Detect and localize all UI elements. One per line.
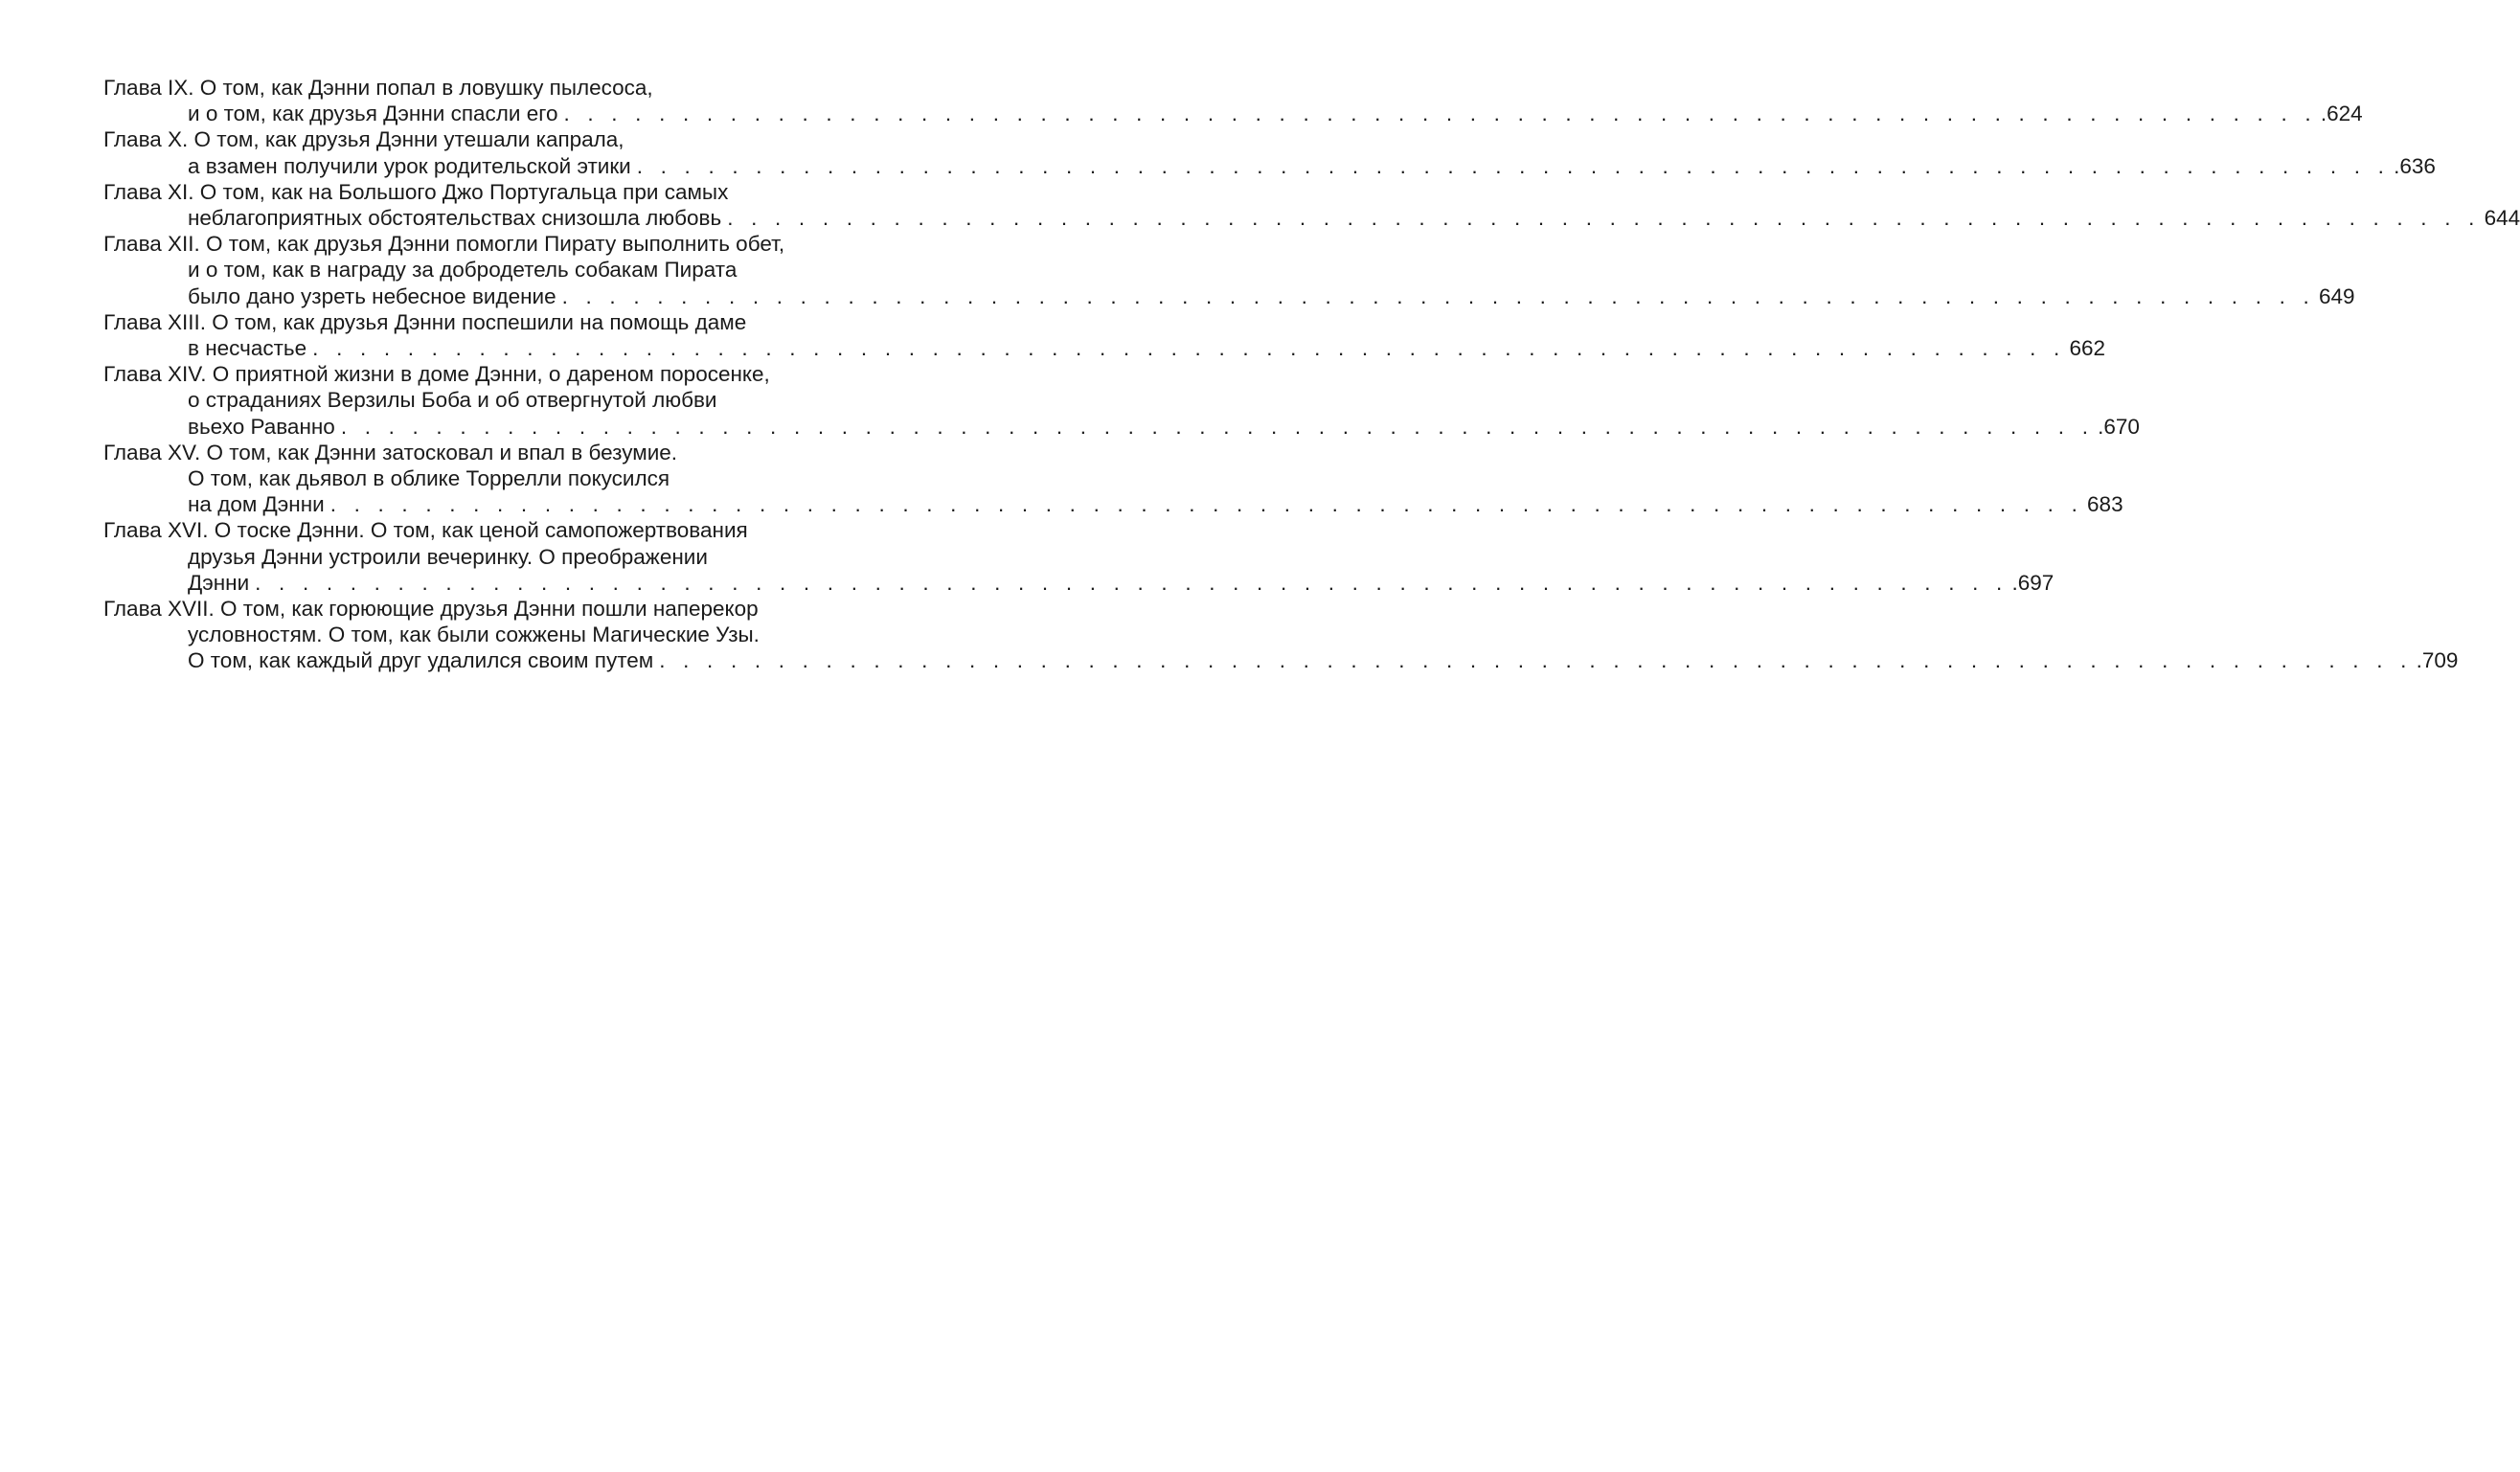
chapter-title: Глава XVII. О том, как горюющие друзья Дэнни пошли наперекор [103, 597, 759, 622]
chapter-title-continuation: а взамен получили урок родительской этики [188, 153, 631, 178]
chapter-title: Глава XVI. О тоске Дэнни. О том, как ценой самопожертвования [103, 518, 748, 543]
toc-entry-last-line [103, 101, 2363, 126]
toc-entry-last-line [103, 153, 2436, 179]
dot-leader: . . . . . . . . . . . . . . . . . . . . . . . . . . . . . . . . . . . . . . . . . . . . . . . . . . . . . . . . . . . . . . . . . . . . . . . . . . [563, 102, 2317, 126]
chapter-title-continuation: Дэнни [188, 570, 250, 595]
chapter-title-continuation: О том, как каждый друг удалился своим путем [188, 648, 654, 673]
toc-entry-last-line [103, 205, 2520, 231]
page-number: .636 [2394, 153, 2436, 178]
toc-entry-last-line [103, 647, 2459, 673]
toc-entry[interactable] [103, 231, 2355, 309]
chapter-title: Глава X. О том, как друзья Дэнни утешали капрала, [103, 127, 624, 152]
page-number: 662 [2069, 336, 2106, 361]
page-number: 683 [2087, 492, 2123, 517]
page-number: 644 [2484, 206, 2520, 231]
toc-entry[interactable] [103, 440, 2123, 518]
dot-leader: . . . . . . . . . . . . . . . . . . . . . . . . . . . . . . . . . . . . . . . . . . . . . . . . . . . . . . . . . . . . . . . . . . . . . . . . . . [561, 283, 2315, 308]
dot-leader: . . . . . . . . . . . . . . . . . . . . . . . . . . . . . . . . . . . . . . . . . . . . . . . . . . . . . . . . . . . . . . . . . . . . . . . . . . [329, 492, 2084, 517]
chapter-title: Глава XV. О том, как Дэнни затосковал и впал в безумие. [103, 440, 678, 464]
chapter-title: Глава IX. О том, как Дэнни попал в ловушку пылесоса, [103, 76, 653, 100]
chapter-title: Глава XIII. О том, как друзья Дэнни поспешили на помощь даме [103, 309, 747, 334]
chapter-title-continuation: условностям. О том, как были сожжены Магические Узы. [188, 623, 760, 647]
page-number: .697 [2011, 570, 2055, 595]
dot-leader: . . . . . . . . . . . . . . . . . . . . . . . . . . . . . . . . . . . . . . . . . . . . . . . . . . . . . . . . . . . . . . . . . . . . . . . . . . [659, 648, 2413, 673]
dot-leader: . . . . . . . . . . . . . . . . . . . . . . . . . . . . . . . . . . . . . . . . . . . . . . . . . . . . . . . . . . . . . . . . . . . . . . . . . . [636, 153, 2391, 178]
chapter-title-continuation: О том, как дьявол в облике Торрелли покусился [188, 466, 670, 491]
chapter-title-continuation: на дом Дэнни [188, 492, 325, 517]
chapter-title-continuation: о страданиях Верзилы Боба и об отвергнутой любви [188, 388, 717, 413]
chapter-title-continuation: неблагоприятных обстоятельствах снизошла любовь [188, 206, 722, 231]
toc-entry-last-line [103, 335, 2106, 361]
toc-entry[interactable] [103, 361, 2140, 440]
page-number: .709 [2416, 648, 2459, 673]
dot-leader: . . . . . . . . . . . . . . . . . . . . . . . . . . . . . . . . . . . . . . . . . . . . . . . . . . . . . . . . . . . . . . . . . . . . . . . . . . [312, 336, 2066, 361]
page-number: .624 [2320, 102, 2363, 126]
chapter-title: Глава XII. О том, как друзья Дэнни помогли Пирату выполнить обет, [103, 232, 785, 257]
chapter-title-continuation: и о том, как друзья Дэнни спасли его [188, 102, 558, 126]
toc-entry[interactable] [103, 596, 2459, 674]
page-number: 649 [2318, 283, 2355, 308]
toc-entry-last-line [103, 414, 2140, 440]
dot-leader: . . . . . . . . . . . . . . . . . . . . . . . . . . . . . . . . . . . . . . . . . . . . . . . . . . . . . . . . . . . . . . . . . . . . . . . . . . [340, 414, 2095, 439]
dot-leader: . . . . . . . . . . . . . . . . . . . . . . . . . . . . . . . . . . . . . . . . . . . . . . . . . . . . . . . . . . . . . . . . . . . . . . . . . . [255, 570, 2009, 595]
toc-entry-last-line [103, 283, 2355, 309]
chapter-title: Глава XIV. О приятной жизни в доме Дэнни, о дареном поросенке, [103, 362, 770, 387]
chapter-title-continuation: было дано узреть небесное видение [188, 283, 556, 308]
page-number: .670 [2098, 414, 2140, 439]
chapter-title-continuation: вьехо Раванно [188, 414, 335, 439]
dot-leader: . . . . . . . . . . . . . . . . . . . . . . . . . . . . . . . . . . . . . . . . . . . . . . . . . . . . . . . . . . . . . . . . . . . . . . . . . . [727, 206, 2481, 231]
toc-entry-last-line [103, 491, 2123, 517]
chapter-title-continuation: в несчастье [188, 336, 307, 361]
table-of-contents [103, 75, 2520, 674]
toc-entry-last-line [103, 570, 2055, 596]
toc-entry[interactable] [103, 309, 2106, 361]
chapter-title-continuation: и о том, как в награду за добродетель собакам Пирата [188, 258, 738, 283]
toc-entry[interactable] [103, 517, 2055, 596]
chapter-title-continuation: друзья Дэнни устроили вечеринку. О преображении [188, 544, 708, 569]
chapter-title: Глава XI. О том, как на Большого Джо Португальца при самых [103, 179, 729, 204]
toc-entry[interactable] [103, 126, 2436, 178]
toc-entry[interactable] [103, 75, 2363, 126]
toc-entry[interactable] [103, 179, 2520, 231]
